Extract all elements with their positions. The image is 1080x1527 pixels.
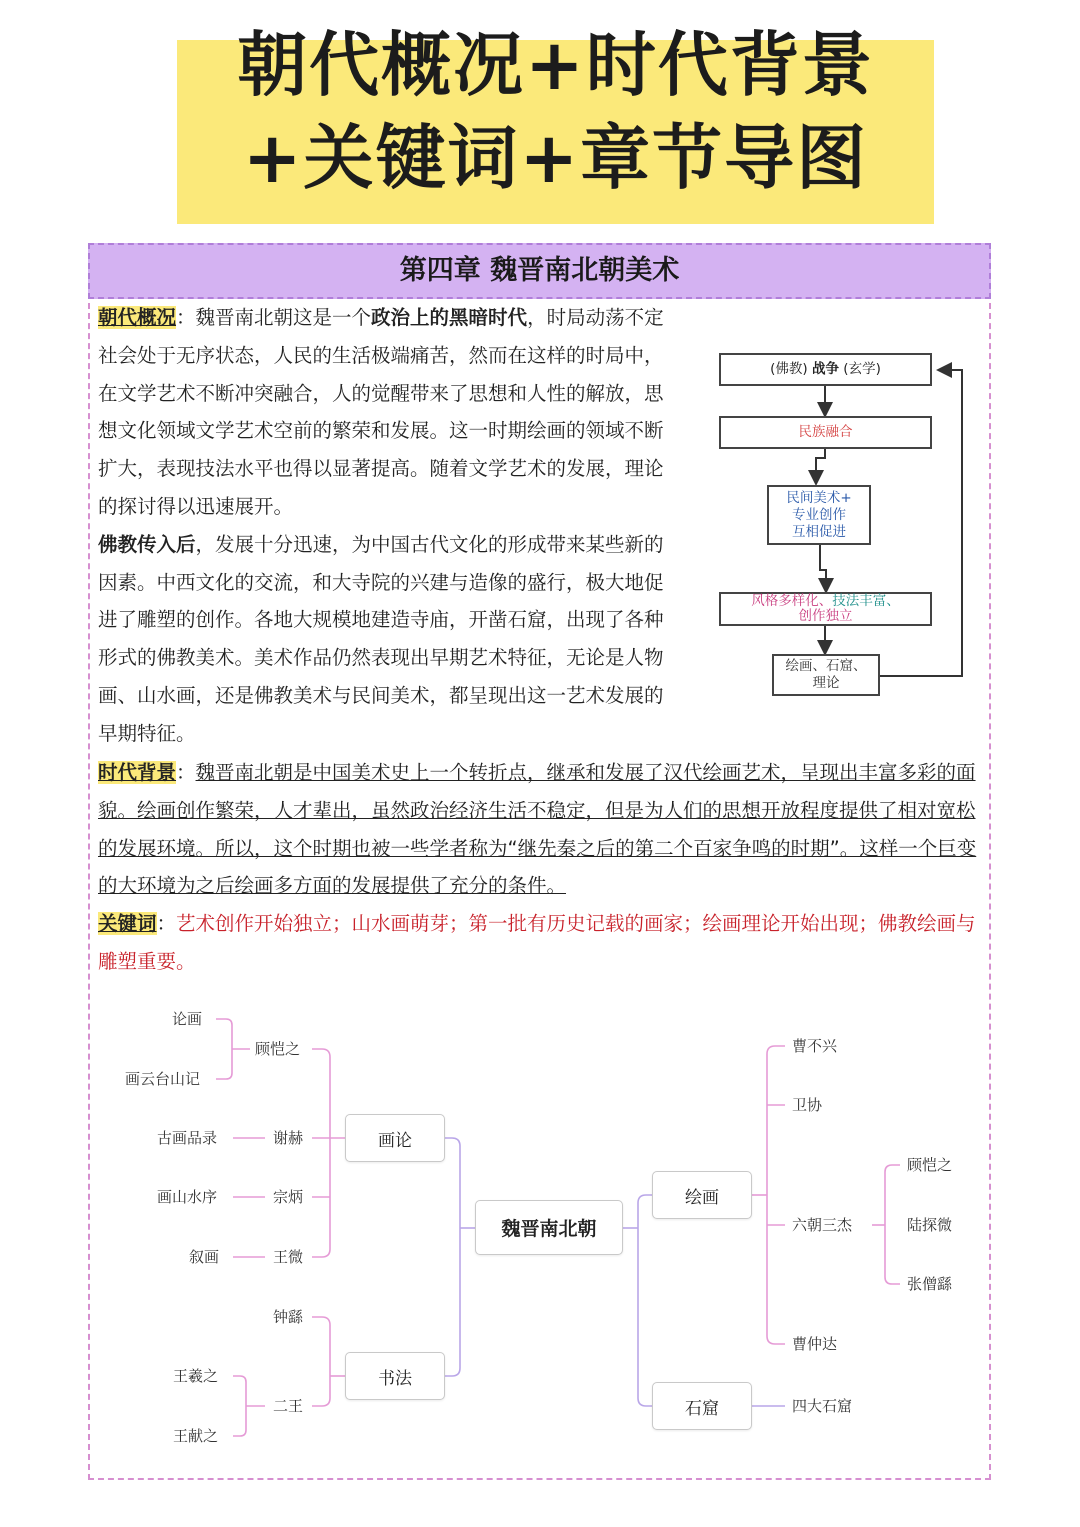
leaf-zongbing: 宗炳 <box>273 1188 304 1206</box>
leaf-xuhua: 叙画 <box>189 1248 220 1266</box>
leaf-caobuxing: 曹不兴 <box>792 1037 838 1055</box>
leaf-huayuntai: 画云台山记 <box>125 1070 201 1088</box>
leaf-wangxianzhi: 王献之 <box>173 1427 219 1445</box>
leaf-lunhua: 论画 <box>172 1010 203 1028</box>
background-paragraph: 时代背景：魏晋南北朝是中国美术史上一个转折点，继承和发展了汉代绘画艺术，呈现出丰富多彩的面貌。绘画创作繁荣，人才辈出，虽然政治经济生活不稳定，但是为人们的思想开放程度提供了相对宽松的发展环境。所以，这个时期也被一些学者称为“继先秦之后的第二个百家争鸣的时期”。这样一个巨变的大环境为之后绘画多方面的发展提供了充分的条件。 <box>98 761 977 898</box>
keywords-text: 艺术创作开始独立；山水画萌芽；第一批有历史记载的画家；绘画理论开始出现；佛教绘画与雕塑重要。 <box>98 912 976 973</box>
leaf-wangxizhi: 王羲之 <box>173 1367 219 1385</box>
buddhism-phrase: 佛教传入后 <box>98 532 196 556</box>
leaf-erwang: 二王 <box>273 1397 304 1415</box>
banner-line-2: +关键词+章节导图 <box>242 117 869 199</box>
flow-node-war: (佛教) 战争 (玄学) <box>719 353 932 386</box>
leaf-caozhongda: 曹仲达 <box>792 1335 838 1353</box>
overview-bold-phrase: 政治上的黑暗时代 <box>371 306 528 329</box>
leaf-gukaizhi-right: 顾恺之 <box>907 1156 953 1174</box>
leaf-guhuapinlu: 古画品录 <box>157 1129 218 1147</box>
leaf-weixie: 卫协 <box>792 1096 823 1114</box>
mindmap-shiku: 石窟 <box>652 1382 752 1430</box>
mindmap-huihua: 绘画 <box>652 1171 752 1219</box>
chapter-title: 第四章 魏晋南北朝美术 <box>88 243 991 299</box>
leaf-huashanshuixu: 画山水序 <box>157 1188 218 1206</box>
leaf-liuchaosanjie: 六朝三杰 <box>792 1216 853 1234</box>
leaf-lutanwei: 陆探微 <box>907 1216 953 1234</box>
background-label: 时代背景 <box>98 761 177 784</box>
flow-node-ethnic-fusion: 民族融合 <box>719 416 932 449</box>
banner-line-1: 朝代概况+时代背景 <box>237 24 874 106</box>
leaf-gukaizhi-left: 顾恺之 <box>255 1040 301 1058</box>
flow-node-folk-art: 民间美术+ 专业创作 互相促进 <box>767 485 871 545</box>
leaf-xiehe: 谢赫 <box>273 1129 304 1147</box>
keywords-label: 关键词 <box>98 912 157 935</box>
mindmap-hualun: 画论 <box>345 1114 445 1162</box>
flow-node-style: 风格多样化、技法丰富、 创作独立 <box>719 592 932 626</box>
overview-label: 朝代概况 <box>98 306 177 329</box>
mindmap-shufa: 书法 <box>345 1352 445 1400</box>
leaf-sidashiku: 四大石窟 <box>792 1397 853 1415</box>
leaf-zhangsengyao: 张僧繇 <box>907 1275 953 1293</box>
overview-paragraph: 朝代概况：魏晋南北朝这是一个政治上的黑暗时代，时局动荡不定社会处于无序状态，人民的生活极端痛苦，然而在这样的时局中，在文学艺术不断冲突融合，人的觉醒带来了思想和人性的解放，思想文化领域文学艺术空前的繁荣和发展。这一时期绘画的领域不断扩大，表现技法水平也得以显著提高。随着文学艺术的发展，理论的探讨得以迅速展开。 佛教传入后，发展十分迅速，为中国古代文化的形成带来某些新的因素。中西文化的交流，和大寺院的兴建与造像的盛行，极大地促进了雕塑的创作。各地大规模地建造寺庙，开凿石窟，出现了各种形式的佛教美术。美术作品仍然表现出早期艺术特征，无论是人物画、山水画，还是佛教美术与民间美术，都呈现出这一艺术发展的早期特征。 <box>98 306 664 745</box>
flow-node-painting-grottoes-theory: 绘画、石窟、 理论 <box>772 654 880 696</box>
keywords-paragraph: 关键词：艺术创作开始独立；山水画萌芽；第一批有历史记载的画家；绘画理论开始出现；佛教绘画与雕塑重要。 <box>98 912 976 973</box>
leaf-wangwei: 王微 <box>273 1248 304 1266</box>
mindmap-center: 魏晋南北朝 <box>475 1200 623 1255</box>
leaf-zhongyao: 钟繇 <box>273 1308 304 1326</box>
